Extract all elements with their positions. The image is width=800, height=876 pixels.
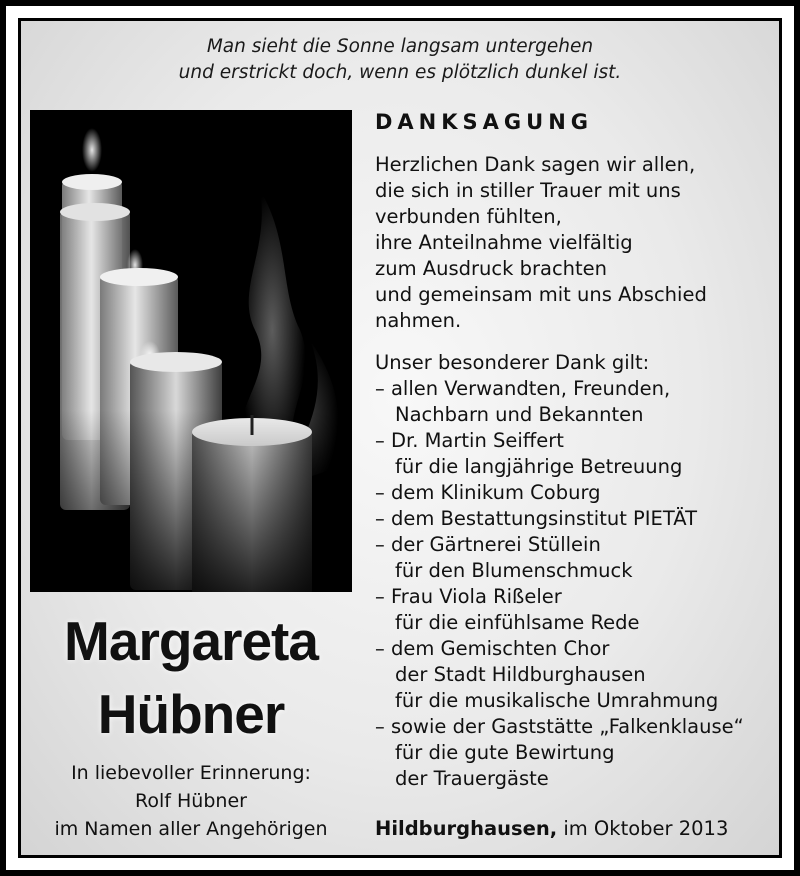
memory-line: im Namen aller Angehörigen <box>54 818 328 840</box>
intro-line: und gemeinsam mit uns Abschied <box>375 283 707 306</box>
motto <box>0 34 800 86</box>
motto-line: und erstrickt doch, wenn es plötzlich dunkel ist. <box>178 62 622 83</box>
thanks-list-item: – dem Gemischten Chor <box>375 637 610 660</box>
deceased-first-name: Margareta <box>64 610 318 672</box>
thanks-list-item: für die einfühlsame Rede <box>395 611 640 634</box>
footer-date: im Oktober 2013 <box>563 817 729 840</box>
thanks-intro: Unser besonderer Dank gilt: <box>375 351 650 374</box>
intro-line: die sich in stiller Trauer mit uns <box>375 179 681 202</box>
memory-line: In liebevoller Erinnerung: <box>71 762 311 784</box>
candles-illustration <box>30 110 352 592</box>
thanks-list-item: – Frau Viola Rißeler <box>375 585 562 608</box>
intro-line: Herzlichen Dank sagen wir allen, <box>375 153 696 176</box>
motto-line: Man sieht die Sonne langsam untergehen <box>206 36 594 57</box>
thanks-list-item: – Dr. Martin Seiffert <box>375 429 564 452</box>
intro-paragraph <box>375 152 775 334</box>
deceased-last-name: Hübner <box>97 683 285 745</box>
thanks-column <box>375 108 775 792</box>
thanks-list-item: – allen Verwandten, Freunden, <box>375 377 671 400</box>
thanks-list-item: für die musikalische Umrahmung <box>395 689 719 712</box>
thanks-list-item: – der Gärtnerei Stüllein <box>375 533 601 556</box>
intro-line: ihre Anteilnahme vielfältig <box>375 231 633 254</box>
thanks-list-item: – sowie der Gaststätte „Falkenklause“ <box>375 715 744 738</box>
thanks-list-item: der Stadt Hildburghausen <box>395 663 646 686</box>
thanks-list-item: für die gute Bewirtung <box>395 741 615 764</box>
thanks-list <box>375 376 775 792</box>
thanks-list-item: – dem Bestattungsinstitut PIETÄT <box>375 507 698 530</box>
candles-photo <box>30 110 352 592</box>
thanks-list-item: – dem Klinikum Coburg <box>375 481 601 504</box>
thanks-list-item: Nachbarn und Bekannten <box>395 403 644 426</box>
thanks-list-item: der Trauergäste <box>395 767 549 790</box>
mourner-name: Rolf Hübner <box>135 790 247 812</box>
intro-line: verbunden fühlten, <box>375 205 562 228</box>
thanks-list-item: für die langjährige Betreuung <box>395 455 683 478</box>
thanks-list-item: für den Blumenschmuck <box>395 559 633 582</box>
intro-line: zum Ausdruck brachten <box>375 257 608 280</box>
intro-line: nahmen. <box>375 309 462 332</box>
page-title: DANKSAGUNG <box>375 110 594 134</box>
footer-place: Hildburghausen, <box>375 817 558 840</box>
footer <box>375 816 728 842</box>
